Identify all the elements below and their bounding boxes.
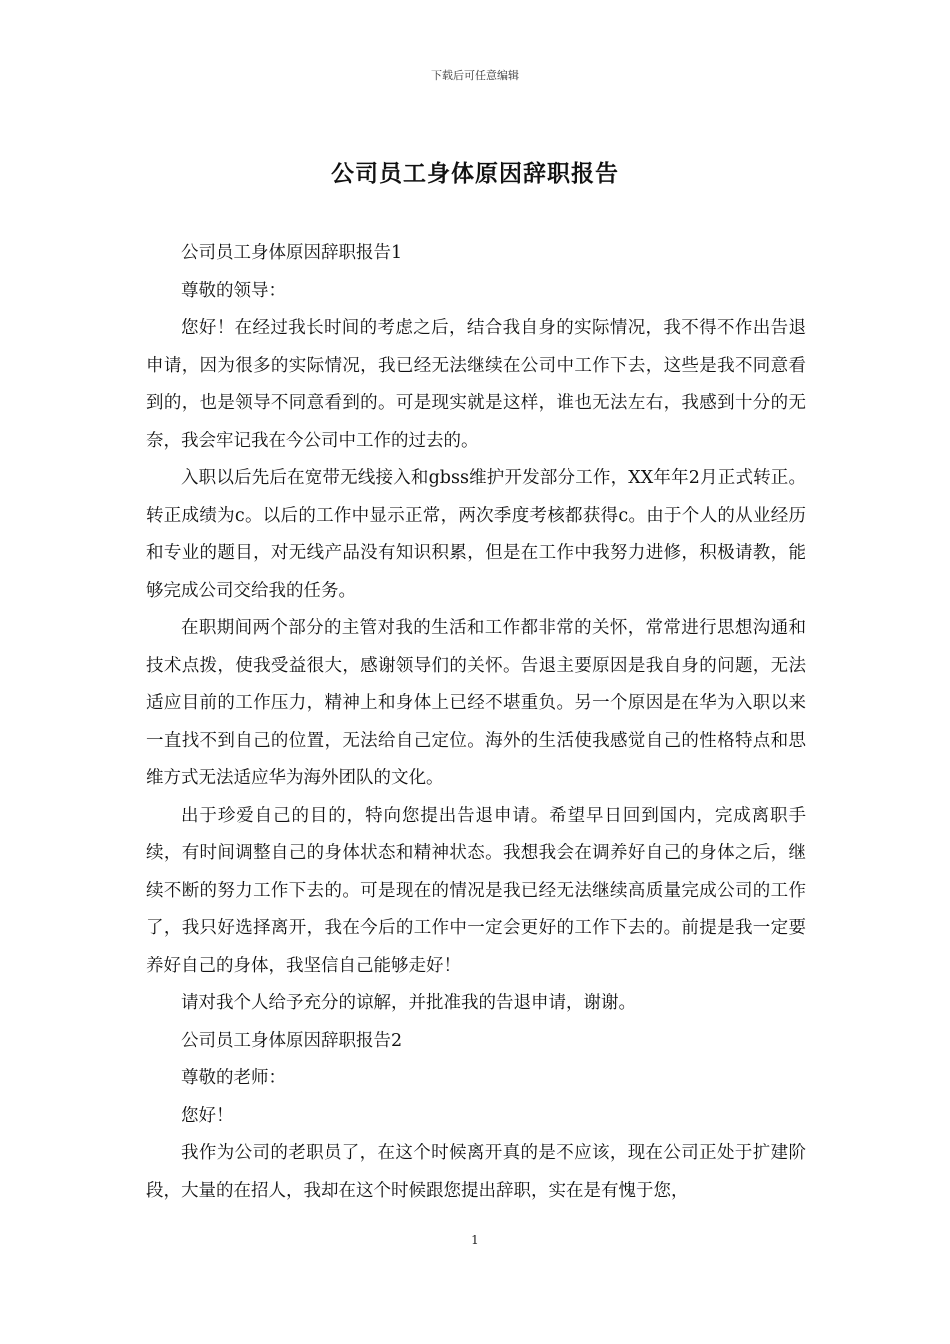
body-paragraph: 您好！在经过我长时间的考虑之后，结合我自身的实际情况，我不得不作出告退申请，因为很多的实际情况，我已经无法继续在公司中工作下去，这些是我不同意看到的，也是领导不同意看到的。可是现实就是这样，谁也无法左右，我感到十分的无奈，我会牢记我在今公司中工作的过去的。 <box>146 318 806 451</box>
body-paragraph: 我作为公司的老职员了，在这个时候离开真的是不应该，现在公司正处于扩建阶段，大量的在招人，我却在这个时候跟您提出辞职，实在是有愧于您， <box>146 1143 806 1201</box>
document-title: 公司员工身体原因辞职报告 <box>331 160 619 187</box>
body-paragraph: 出于珍爱自己的目的，特向您提出告退申请。希望早日回到国内，完成离职手续，有时间调整自己的身体状态和精神状态。我想我会在调养好自己的身体之后，继续不断的努力工作下去的。可是现在的情况是我已经无法继续高质量完成公司的工作了，我只好选择离开，我在今后的工作中一定会更好的工作下去的。前提是我一定要养好自己的身体，我坚信自己能够走好！ <box>146 805 806 976</box>
section-heading-2: 公司员工身体原因辞职报告2 <box>181 1030 403 1051</box>
salutation-2: 尊敬的老师： <box>181 1068 286 1088</box>
body-paragraph: 在职期间两个部分的主管对我的生活和工作都非常的关怀，常常进行思想沟通和技术点拨，使我受益很大，感谢领导们的关怀。告退主要原因是我自身的问题，无法适应目前的工作压力，精神上和身体上已经不堪重负。另一个原因是在华为入职以来一直找不到自己的位置，无法给自己定位。海外的生活使我感觉自己的性格特点和思维方式无法适应华为海外团队的文化。 <box>146 618 806 788</box>
greeting: 您好！ <box>181 1105 234 1126</box>
section-heading-1: 公司员工身体原因辞职报告1 <box>181 243 403 263</box>
body-paragraph: 入职以后先后在宽带无线接入和gbss维护开发部分工作，XX年年2月正式转正。转正成绩为c。以后的工作中显示正常，两次季度考核都获得c。由于个人的从业经历和专业的题目，对无线产品没有知识积累，但是在工作中我努力进修，积极请教，能够完成公司交给我的任务。 <box>146 468 806 601</box>
page-header-note: 下载后可任意编辑 <box>431 69 519 82</box>
closing-paragraph: 请对我个人给予充分的谅解，并批准我的告退申请，谢谢。 <box>181 993 636 1013</box>
document-body <box>146 235 806 1210</box>
salutation-1: 尊敬的领导： <box>181 280 286 301</box>
page-number: 1 <box>471 1233 479 1247</box>
